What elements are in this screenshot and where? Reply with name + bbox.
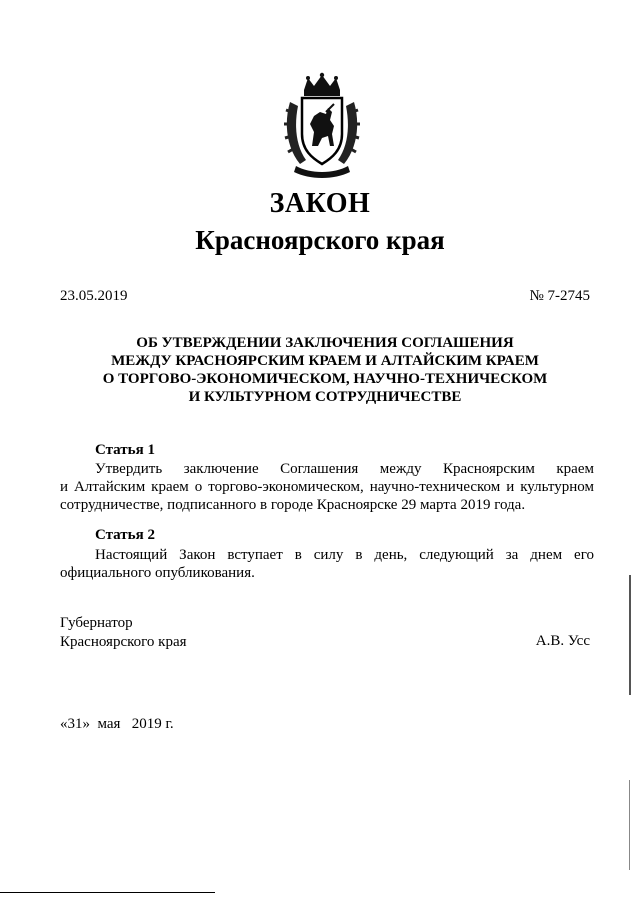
heading-line: ОБ УТВЕРЖДЕНИИ ЗАКЛЮЧЕНИЯ СОГЛАШЕНИЯ	[136, 335, 514, 351]
paragraph-line: Настоящий Закон вступает в силу в день, следующий за днем его	[95, 547, 594, 563]
signatory-position-line: Красноярского края	[60, 634, 187, 650]
law-heading	[60, 334, 590, 406]
scan-edge-mark	[629, 780, 630, 870]
signing-date: «31» мая 2019 г.	[60, 716, 174, 732]
heading-line: МЕЖДУ КРАСНОЯРСКИМ КРАЕМ И АЛТАЙСКИМ КРАЕМ	[111, 353, 539, 369]
document-title: ЗАКОН	[269, 188, 371, 219]
krasnoyarsk-coat-of-arms-icon	[282, 72, 362, 182]
paragraph-line: официального опубликования.	[60, 565, 255, 581]
scan-edge-mark	[629, 575, 631, 695]
article-1-text	[60, 460, 594, 514]
footer-rule	[0, 892, 215, 893]
signatory-name: А.В. Усс	[535, 633, 590, 649]
paragraph-line: Утвердить заключение Соглашения между Красноярским краем	[95, 461, 594, 477]
signatory-position-line: Губернатор	[60, 615, 133, 631]
document-subtitle: Красноярского края	[195, 225, 445, 255]
document-date: 23.05.2019	[60, 288, 128, 304]
article-2-text	[60, 546, 594, 582]
heading-line: О ТОРГОВО-ЭКОНОМИЧЕСКОМ, НАУЧНО-ТЕХНИЧЕСКОМ	[102, 371, 548, 387]
document-number: № 7-2745	[529, 288, 590, 304]
article-2-title: Статья 2	[95, 527, 155, 543]
paragraph-line: сотрудничестве, подписанного в городе Красноярске 29 марта 2019 года.	[60, 497, 526, 513]
paragraph-line: и Алтайским краем о торгово-экономическом, научно-техническом и культурном	[60, 479, 594, 495]
heading-line: И КУЛЬТУРНОМ СОТРУДНИЧЕСТВЕ	[188, 389, 462, 405]
article-1-title: Статья 1	[95, 442, 155, 458]
signatory-position	[60, 614, 187, 652]
